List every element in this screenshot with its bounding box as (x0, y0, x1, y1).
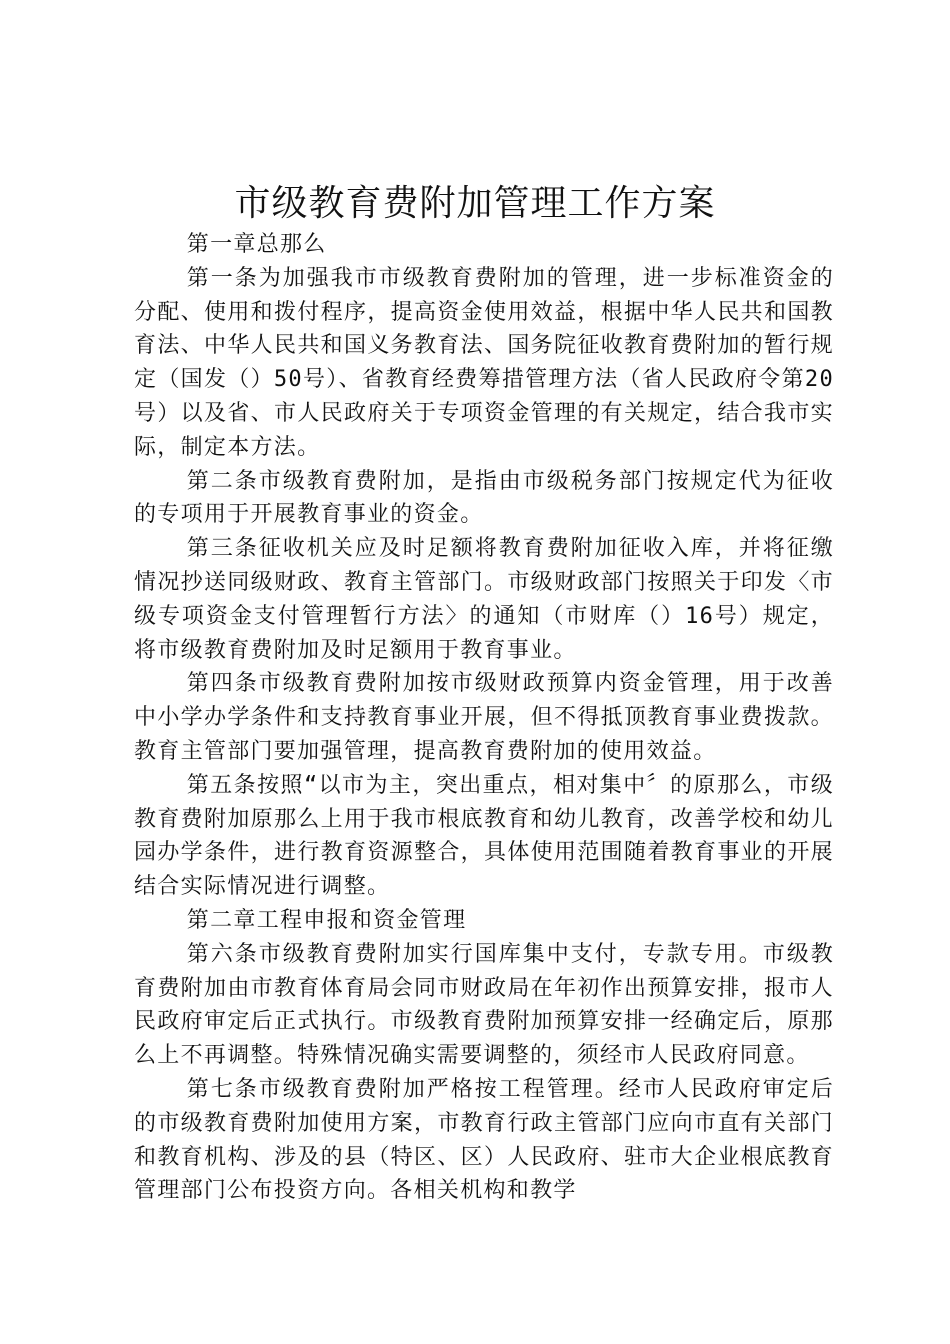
chapter-heading-2: 第二章工程申报和资金管理 (186, 907, 467, 933)
article-3: 第三条征收机关应及时足额将教育费附加征收入库，并将征缴情况抄送同级财政、教育主管部门。市级财政部门按照关于印发〈市级专项资金支付管理暂行方法〉的通知（市财库（）16号）规定，将市级教育费附加及时足额用于教育事业。 (134, 536, 834, 663)
article-1: 第一条为加强我市市级教育费附加的管理，进一步标准资金的分配、使用和拨付程序，提高资金使用效益，根据中华人民共和国教育法、中华人民共和国义务教育法、国务院征收教育费附加的暂行规定（国发（）50号）、省教育经费筹措管理方法（省人民政府令第20号）以及省、市人民政府关于专项资金管理的有关规定，结合我市实际，制定本方法。 (134, 265, 834, 460)
document-title: 市级教育费附加管理工作方案 (234, 183, 716, 224)
document-body (134, 228, 834, 1208)
article-2: 第二条市级教育费附加，是指由市级税务部门按规定代为征收的专项用于开展教育事业的资金。 (134, 468, 834, 528)
article-7: 第七条市级教育费附加严格按工程管理。经市人民政府审定后的市级教育费附加使用方案，市教育行政主管部门应向市直有关部门和教育机构、涉及的县（特区、区）人民政府、驻市大企业根底教育管理部门公布投资方向。各相关机构和教学 (134, 1076, 834, 1204)
chapter-heading-1: 第一章总那么 (186, 232, 327, 257)
article-5: 第五条按照“以市为主，突出重点，相对集中〞的原那么，市级教育费附加原那么上用于我市根底教育和幼儿教育，改善学校和幼儿园办学条件，进行教育资源整合，具体使用范围随着教育事业的开展结合实际情况进行调整。 (134, 772, 834, 900)
article-6: 第六条市级教育费附加实行国库集中支付，专款专用。市级教育费附加由市教育体育局会同市财政局在年初作出预算安排，报市人民政府审定后正式执行。市级教育费附加预算安排一经确定后，原那么上不再调整。特殊情况确实需要调整的，须经市人民政府同意。 (134, 941, 834, 1069)
article-4: 第四条市级教育费附加按市级财政预算内资金管理，用于改善中小学办学条件和支持教育事业开展，但不得抵顶教育事业费拨款。教育主管部门要加强管理，提高教育费附加的使用效益。 (134, 671, 834, 764)
